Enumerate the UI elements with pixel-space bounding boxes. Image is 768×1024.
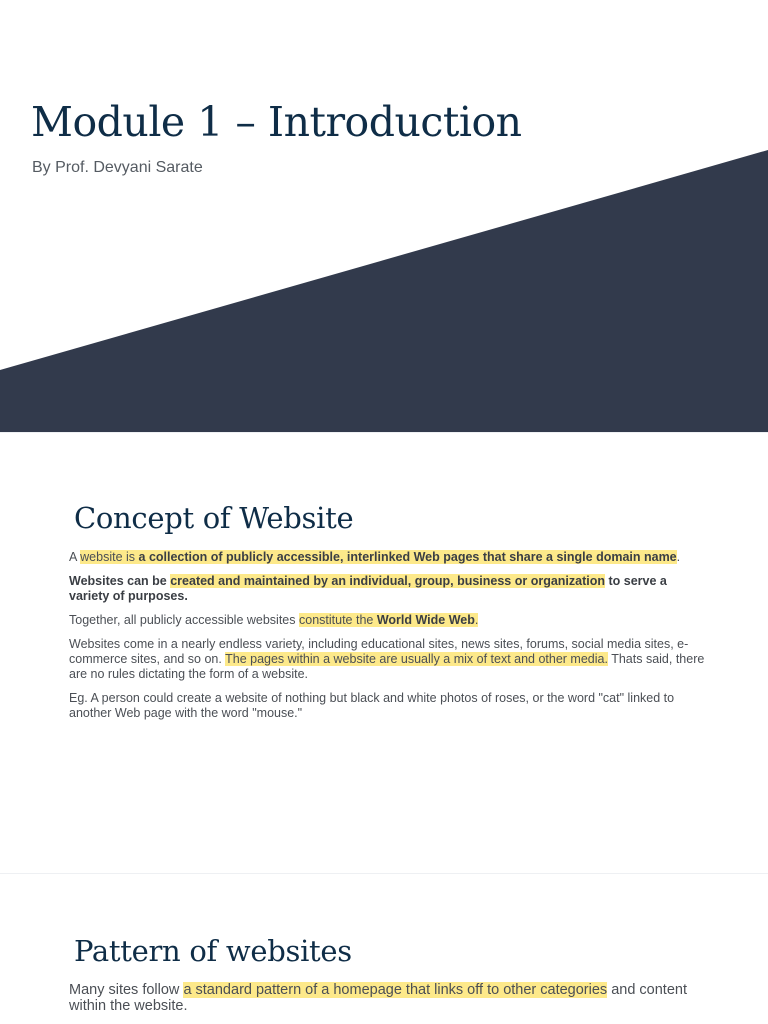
text-run: website is	[80, 550, 136, 564]
pattern-paragraph	[69, 982, 709, 1014]
slide-pattern-of-websites	[0, 874, 768, 1024]
slide-concept-of-website	[0, 433, 768, 873]
bold-text: Websites can be	[69, 574, 167, 588]
text-run: A	[69, 550, 77, 564]
section-title: Concept of Website	[74, 501, 354, 535]
example-paragraph: Eg. A person could create a website of nothing but black and white photos of roses, or the word "cat" linked to another Web page with the word "mouse."	[69, 691, 675, 720]
text-run: Many sites follow	[69, 982, 180, 998]
definition-paragraph	[69, 550, 709, 565]
text-run: constitute the	[299, 613, 374, 627]
text-run: Thats said, there are no rules dictating the form of a website.	[69, 652, 705, 681]
slide-body	[69, 982, 709, 1023]
highlighted-text: The pages within a website are usually a mix of text and other media.	[225, 652, 608, 666]
slide-body	[69, 550, 709, 730]
maintainers-paragraph	[69, 574, 709, 604]
author-subtitle: By Prof. Devyani Sarate	[32, 159, 203, 176]
slide-title	[0, 0, 768, 432]
www-paragraph	[69, 613, 709, 628]
text-run: and content within the website.	[69, 982, 687, 1014]
bold-text: World Wide Web	[376, 613, 475, 627]
text-run: .	[474, 613, 479, 627]
section-title: Pattern of websites	[74, 934, 352, 968]
module-title: Module 1 – Introduction	[31, 98, 522, 146]
text-run: Websites come in a nearly endless variety, including educational sites, news sites, forums, social media sites, e-commerce sites, and so on.	[69, 637, 689, 666]
text-run: Together, all publicly accessible websites	[69, 613, 296, 627]
bold-text: a collection of publicly accessible, interlinked Web pages that share a single domain name	[138, 550, 677, 564]
highlighted-text: a standard pattern of a homepage that links off to other categories	[183, 982, 608, 998]
diagonal-band-graphic	[0, 0, 768, 432]
text-run: .	[676, 550, 681, 564]
highlighted-text: created and maintained by an individual, group, business or organization	[170, 574, 606, 588]
highlighted-text	[80, 550, 677, 564]
bold-text: to serve a variety of purposes.	[69, 574, 667, 603]
variety-paragraph	[69, 637, 709, 682]
highlighted-text	[299, 613, 478, 627]
